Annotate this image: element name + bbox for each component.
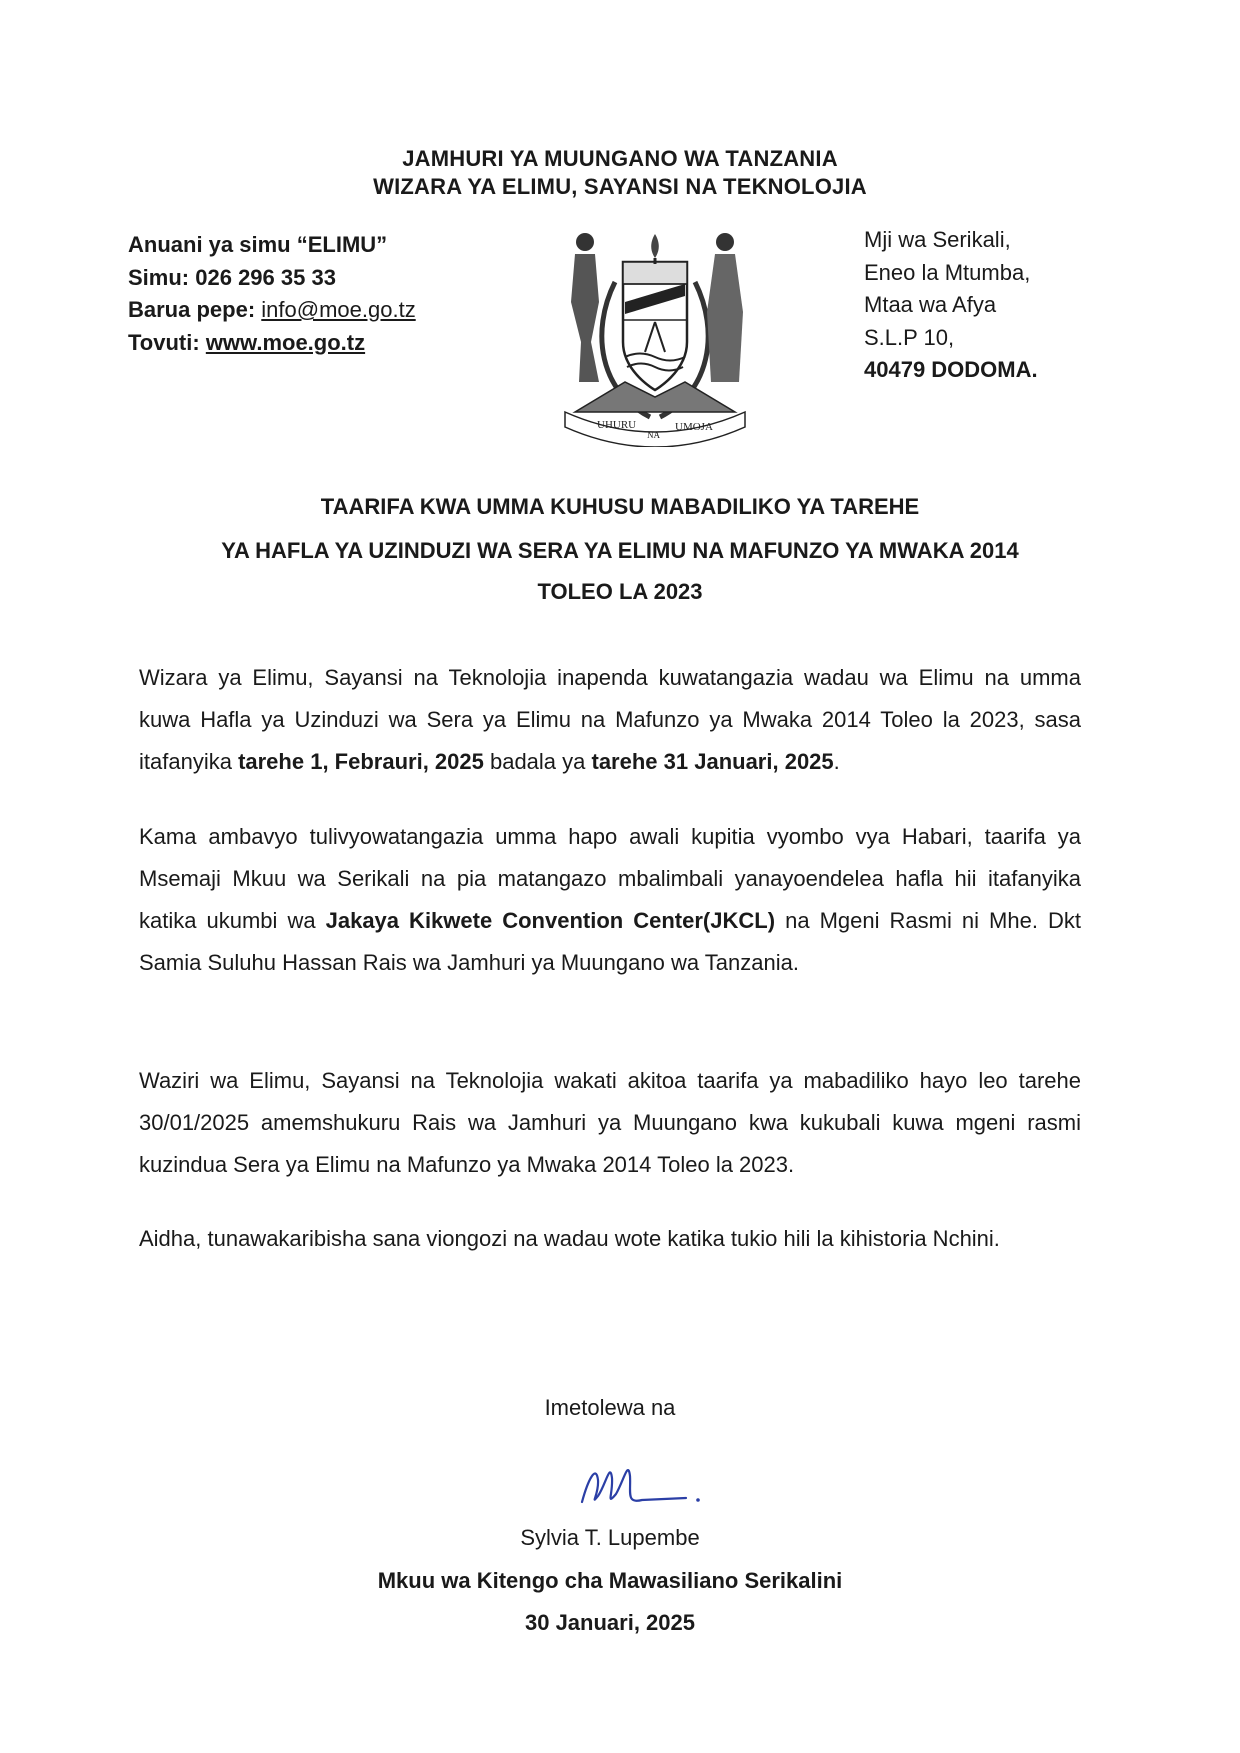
p1-old-date: tarehe 31 Januari, 2025 [591, 749, 834, 774]
address-line-2: Eneo la Mtumba, [864, 259, 1031, 285]
address-line-1: Mji wa Serikali, [864, 227, 1011, 252]
address-line-5: 40479 DODOMA. [864, 357, 1038, 382]
telegram-label: Anuani ya simu [128, 232, 291, 257]
email-row [128, 294, 416, 327]
web-link[interactable]: www.moe.go.tz [205, 329, 366, 355]
paragraph-2 [139, 816, 1081, 984]
title-line-3: TOLEO LA 2023 [537, 579, 703, 604]
header-country: JAMHURI YA MUUNGANO WA TANZANIA [402, 146, 838, 171]
email-link[interactable]: info@moe.go.tz [261, 297, 416, 322]
address-line-4: S.L.P 10, [864, 324, 955, 350]
title-line-1: TAARIFA KWA UMMA KUHUSU MABADILIKO YA TAREHE [320, 494, 920, 519]
motto-right: UMOJA [675, 421, 713, 433]
p2-text-a: Kama ambavyo tulivyowatangazia umma hapo awali kupitia vyombo vya Habari, taarifa ya Msemaji Mkuu wa Serikali na pia matangazo mbalimbali yanayoendelea hafla hii itafanyika katika ukumbi wa [139, 824, 1081, 933]
phone-row [128, 262, 416, 295]
tanzania-coat-of-arms-icon [555, 222, 755, 447]
phone-label: Simu: [128, 264, 190, 290]
p1-text-e: . [833, 749, 840, 774]
issued-by-label: Imetolewa na [544, 1395, 676, 1420]
contact-left-block [128, 229, 416, 359]
p2-text-c: na Mgeni Rasmi ni Mhe. Dkt Samia Suluhu Hassan Rais wa Jamhuri ya Muungano wa Tanzania. [139, 908, 1081, 975]
header-ministry: WIZARA YA ELIMU, SAYANSI NA TEKNOLOJIA [373, 174, 867, 199]
p1-text-c: badala ya [483, 749, 592, 774]
paragraph-4: Aidha, tunawakaribisha sana viongozi na wadau wote katika tukio hili la kihistoria Nchini. [139, 1226, 1000, 1251]
web-label: Tovuti: [128, 329, 200, 355]
signatory-name: Sylvia T. Lupembe [520, 1525, 700, 1550]
address-line-3: Mtaa wa Afya [864, 292, 997, 317]
paragraph-3: Waziri wa Elimu, Sayansi na Teknolojia wakati akitoa taarifa ya mabadiliko hayo leo tarehe 30/01/2025 amemshukuru Rais wa Jamhuri ya Muungano kwa kukubali kuwa mgeni rasmi kuzindua Sera ya Elimu na Mafunzo ya Mwaka 2014 Toleo la 2023. [139, 1068, 1081, 1177]
contact-right-block [864, 224, 1038, 387]
telegram-value: “ELIMU” [296, 232, 388, 257]
web-row [128, 327, 416, 360]
signatory-title: Mkuu wa Kitengo cha Mawasiliano Serikalini [377, 1568, 843, 1593]
title-line-2: YA HAFLA YA UZINDUZI WA SERA YA ELIMU NA MAFUNZO YA MWAKA 2014 [221, 538, 1019, 563]
telegram-row [128, 229, 416, 262]
release-date: 30 Januari, 2025 [524, 1610, 695, 1635]
email-label: Barua pepe: [128, 297, 256, 322]
motto-left: UHURU [597, 419, 637, 431]
motto-mid: NA [647, 430, 660, 440]
phone-value: 026 296 35 33 [195, 264, 336, 290]
paragraph-1 [139, 657, 1081, 783]
p1-new-date: tarehe 1, Febrauri, 2025 [238, 749, 484, 774]
p2-venue: Jakaya Kikwete Convention Center(JKCL) [325, 908, 776, 933]
p1-text-a: Wizara ya Elimu, Sayansi na Teknolojia inapenda kuwatangazia wadau wa Elimu na umma kuwa Hafla ya Uzinduzi wa Sera ya Elimu na Mafunzo ya Mwaka 2014 Toleo la 2023, sasa itafanyika [139, 665, 1081, 774]
handwritten-signature-icon [568, 1450, 708, 1520]
